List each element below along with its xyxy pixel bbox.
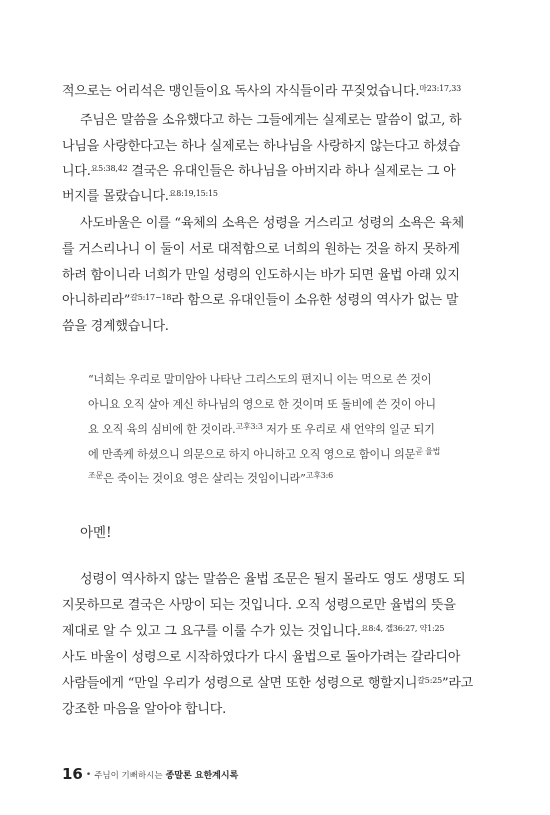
quote-line-1	[88, 373, 431, 387]
paragraph-4-line-4	[62, 650, 460, 666]
paragraph-2-line-4	[62, 189, 218, 205]
text: 제대로 알 수 있고 그 요구를 이룰 수가 있는 것입니다.	[62, 624, 361, 639]
text: 를 거스리나니 이 둘이 서로 대적함으로 너희의 원하는 것을 하지 못하게	[62, 242, 460, 257]
paragraph-2-line-1	[80, 113, 461, 129]
text: 사도바울은 이를 “육체의 소욕은 성령을 거스리고 성령의 소욕은 육체	[80, 216, 464, 231]
text: 은 죽이는 것이요 영은 살리는 것임이니라”	[103, 472, 306, 485]
text: 버지를 몰랐습니다.	[62, 189, 169, 204]
scripture-reference: 요8:4, 겔36:27, 약1:25	[360, 624, 445, 633]
text: 지못하므로 결국은 사망이 되는 것입니다. 오직 성령으로만 율법의 뜻을	[62, 598, 456, 613]
book-subtitle: 주님이 기뻐하시는	[94, 771, 163, 781]
quote-line-5	[88, 472, 333, 486]
inline-annotation: 곧 율법	[415, 447, 441, 456]
text: 라 함으로 유대인들이 소유한 성령의 역사가 없는 말	[171, 293, 459, 308]
paragraph-3-line-4	[62, 293, 458, 309]
text: 강조한 마음을 알아야 합니다.	[62, 702, 227, 717]
scripture-reference: 고후3:6	[305, 471, 334, 480]
paragraph-3-line-1	[80, 216, 464, 232]
paragraph-4-line-3	[62, 624, 444, 640]
paragraph-4-line-5	[62, 676, 473, 692]
text: ”라고	[441, 676, 474, 691]
text: 에 만족케 하셨으니 의문으로 하지 아니하고 오직 영으로 함이니 의문	[88, 448, 416, 461]
inline-annotation: 조문	[88, 471, 104, 480]
text: 저가 또 우리로 새 언약의 일군 되기	[262, 423, 435, 436]
quote-line-3	[88, 423, 435, 437]
paragraph-4-line-6	[62, 702, 226, 718]
page-footer	[62, 764, 238, 783]
book-title: 종말론 요한계시록	[165, 771, 239, 781]
amen-exclamation: 아멘!	[80, 525, 112, 541]
paragraph-3-line-2	[62, 242, 460, 258]
paragraph-4-line-1	[80, 572, 465, 588]
paragraph-3-line-3	[62, 268, 460, 284]
text: 씀을 경계했습니다.	[62, 319, 169, 334]
text: 결국은 유대인들은 하나님을 아버지라 하나 실제로는 그 아	[127, 164, 456, 179]
scripture-reference: 요8:19,15:15	[168, 189, 218, 198]
quote-line-4	[88, 448, 440, 462]
scripture-reference: 요5:38,42	[90, 164, 128, 173]
paragraph-3-line-5	[62, 319, 169, 335]
scripture-reference: 갈5:17−18	[130, 293, 172, 302]
paragraph-2-line-2	[62, 139, 460, 155]
text: “너희는 우리로 말미암아 나타난 그리스도의 편지니 이는 먹으로 쓴 것이	[88, 373, 432, 386]
text: 아니요 오직 살아 계신 하나님의 영으로 한 것이며 또 돌비에 쓴 것이 아니	[88, 398, 436, 411]
quote-line-2	[88, 398, 436, 412]
paragraph-4-line-2	[62, 598, 456, 614]
paragraph-2-line-3	[62, 164, 456, 180]
text: 사람들에게 “만일 우리가 성령으로 살면 또한 성령으로 행할지니	[62, 676, 418, 691]
text: 니다.	[62, 164, 91, 179]
bullet-separator: •	[85, 770, 92, 780]
text: 하려 함이니라 너희가 만일 성령의 인도하시는 바가 되면 율법 아래 있지	[62, 268, 460, 283]
scripture-reference: 갈5:25	[417, 676, 442, 685]
text: 성령이 역사하지 않는 말씀은 율법 조문은 될지 몰라도 영도 생명도 되	[80, 572, 466, 587]
page-number: 16	[62, 765, 83, 783]
scripture-reference: 마23:17,33	[419, 84, 461, 93]
text: 나님을 사랑한다고는 하나 실제로는 하나님을 사랑하지 않는다고 하셨습	[62, 139, 461, 154]
text: 요 오직 육의 심비에 한 것이라.	[88, 423, 236, 436]
text: 주님은 말씀을 소유했다고 하는 그들에게는 실제로는 말씀이 없고, 하	[80, 113, 462, 128]
paragraph-1-line-1	[62, 84, 461, 100]
text: 아니하리라”	[62, 293, 131, 308]
text: 적으로는 어리석은 맹인들이요 독사의 자식들이라 꾸짖었습니다.	[62, 84, 420, 99]
text: 사도 바울이 성령으로 시작하였다가 다시 율법으로 돌아가려는 갈라디아	[62, 650, 461, 665]
scripture-reference: 고후3:3	[235, 422, 263, 431]
